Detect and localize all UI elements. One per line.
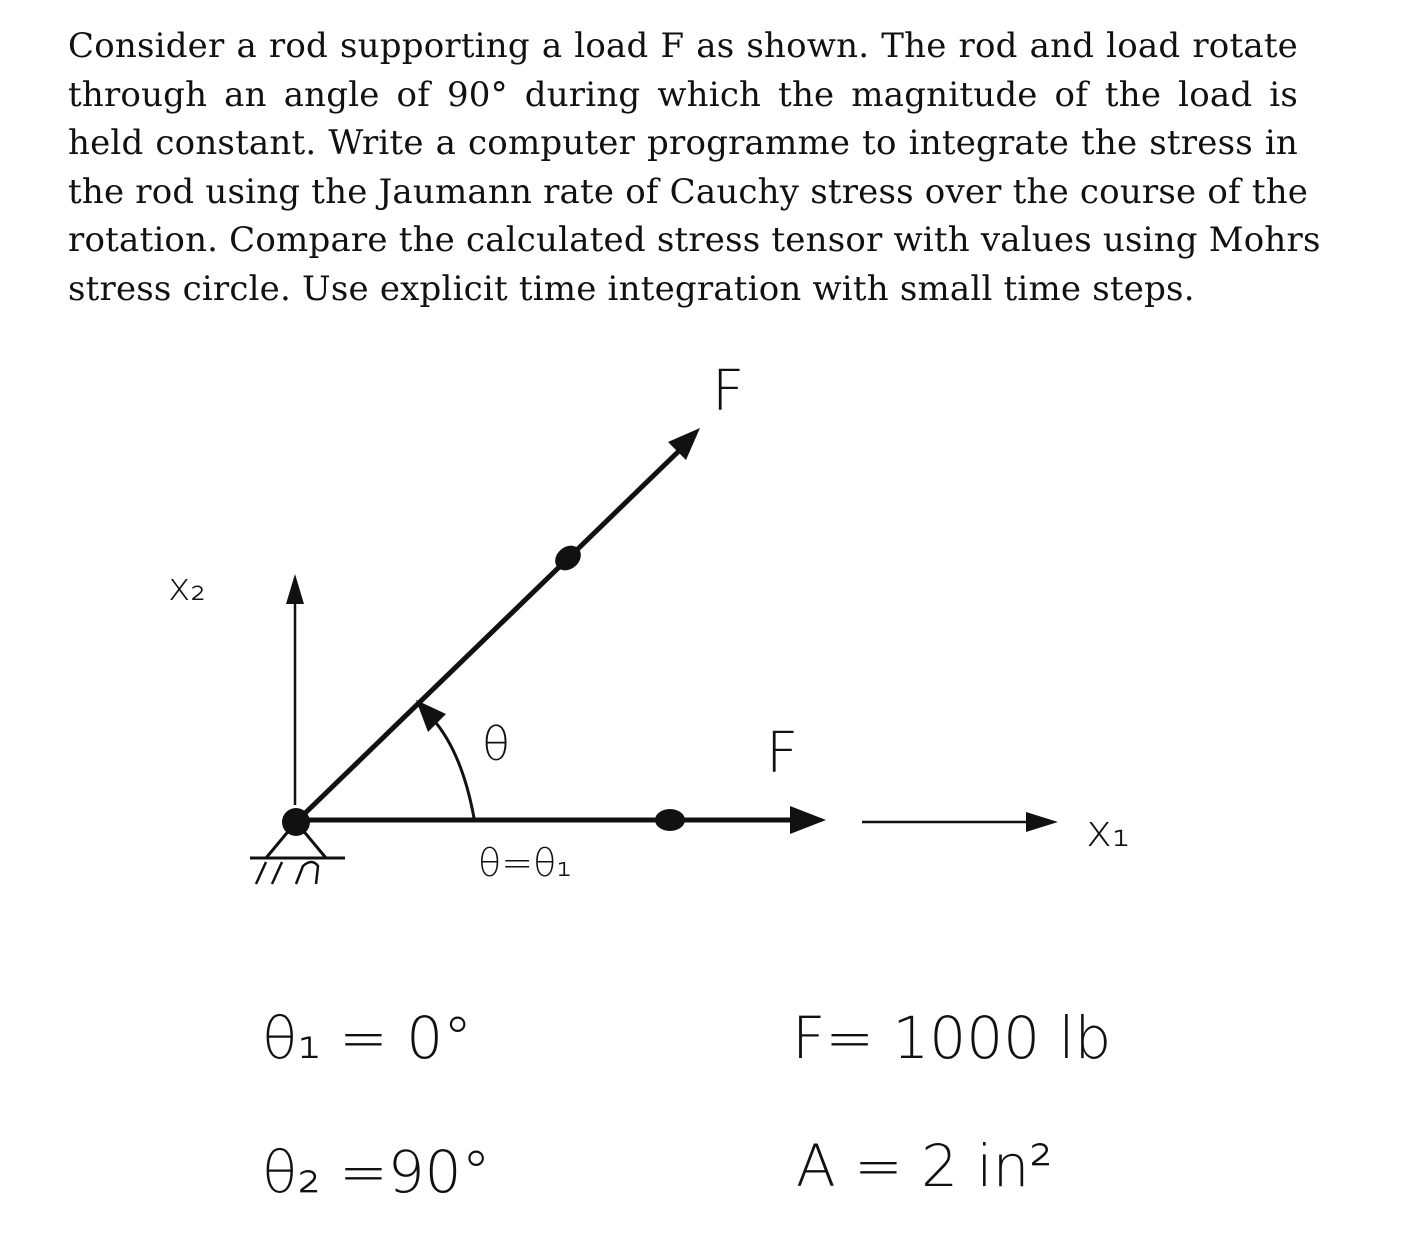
problem-line-6: stress circle. Use explicit time integration with small time steps. — [68, 268, 1195, 309]
horizontal-force-label: F — [766, 721, 799, 786]
problem-line-2: through an angle of 90° during which the magnitude of the load is — [68, 74, 1298, 115]
angle-label: θ — [482, 717, 511, 771]
x2-axis — [286, 574, 304, 805]
initial-angle-label: θ=θ₁ — [478, 841, 572, 885]
angle-arc — [416, 700, 474, 818]
horizontal-rod — [296, 806, 826, 834]
rotated-force-label: F — [712, 359, 745, 424]
horizontal-rod-node — [655, 809, 685, 831]
force-value: F= 1000 lb — [792, 1004, 1112, 1072]
problem-line-3: held constant. Write a computer programme to integrate the stress in — [68, 123, 1298, 163]
problem-line-1: Consider a rod supporting a load F as shown. The rod and load rotate — [68, 26, 1298, 66]
x1-axis — [862, 812, 1058, 832]
problem-line-4: the rod using the Jaumann rate of Cauchy stress over the course of the — [68, 171, 1309, 212]
theta2-value: θ₂ =90° — [262, 1138, 491, 1206]
problem-line-5: rotation. Compare the calculated stress tensor with values using Mohrs — [68, 220, 1321, 260]
horizontal-force-arrowhead — [790, 806, 826, 834]
x1-axis-label: x₁ — [1086, 806, 1130, 857]
area-value: A = 2 in² — [796, 1132, 1053, 1200]
x2-axis-label: x₂ — [168, 565, 206, 609]
theta1-value: θ₁ = 0° — [262, 1004, 473, 1072]
